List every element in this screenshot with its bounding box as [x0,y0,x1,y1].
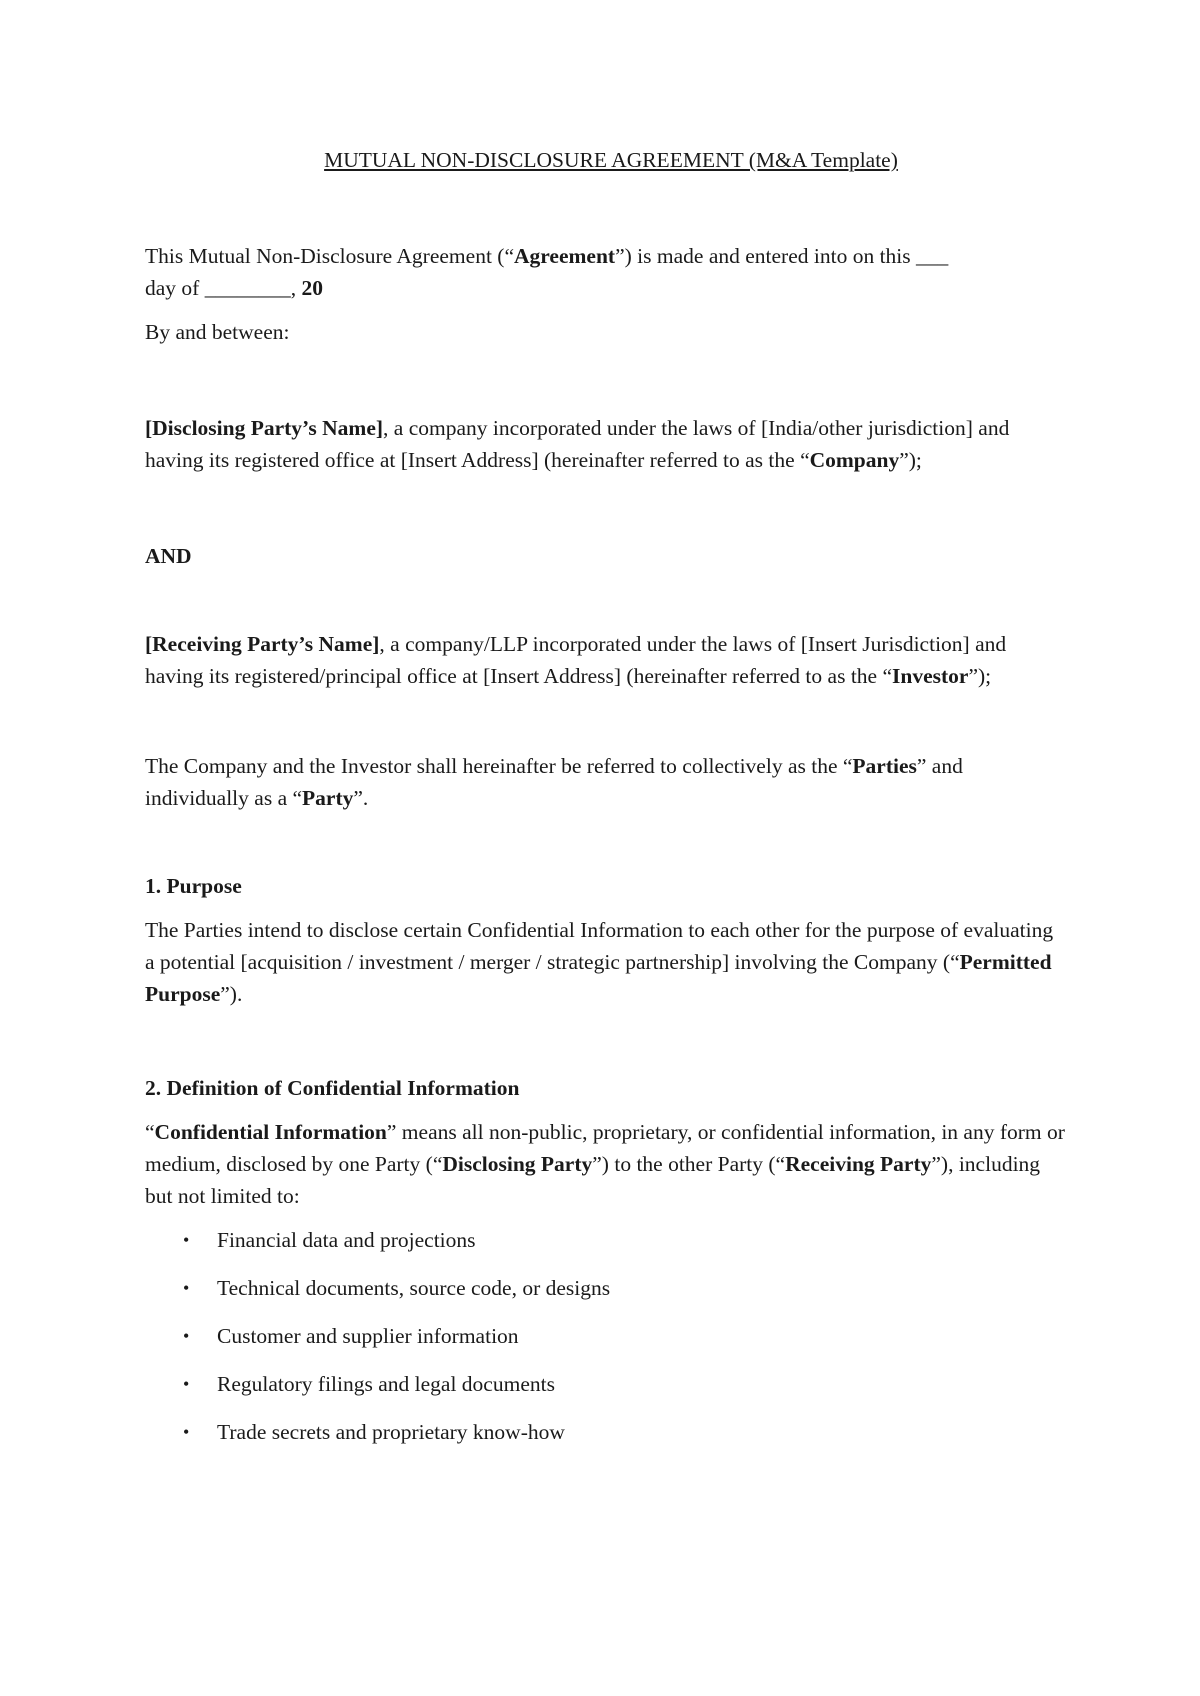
receiving-party-text: , a company/LLP incorporated under the laws of [Insert Jurisdiction] and having its registered/principal office at [Insert Address] (hereinafter referred to as the “ [145,632,1007,688]
bullet-icon: • [183,1422,190,1442]
confidential-information-term: Confidential Information [154,1120,387,1144]
list-item-text: Financial data and projections [217,1228,476,1252]
section-1-heading: 1. Purpose [145,874,242,898]
list-item [145,1320,1065,1352]
investor-term: Investor [892,664,969,688]
intro-text-rest: ”) is made and entered into on this ___ [615,244,949,268]
disclosing-party-end: ”); [899,448,922,472]
receiving-party-name: [Receiving Party’s Name] [145,632,380,656]
section-2-heading: 2. Definition of Confidential Information [145,1076,520,1100]
document-body [145,144,1065,1464]
parties-text-1: The Company and the Investor shall hereinafter be referred to collectively as the “ [145,754,853,778]
party-term: Party [302,786,354,810]
section-2-paragraph [145,1116,1065,1212]
bullet-icon: • [183,1278,190,1298]
section-2-text-3: ”), including but not limited to: [145,1152,1041,1208]
list-item-text: Regulatory filings and legal documents [217,1372,555,1396]
intro-text: This Mutual Non-Disclosure Agreement (“ [145,244,514,268]
section-1-end: ”). [220,982,243,1006]
disclosing-party-paragraph [145,412,1065,476]
disclosing-party-term: Disclosing Party [442,1152,593,1176]
intro-year: 20 [301,276,323,300]
document-title: MUTUAL NON-DISCLOSURE AGREEMENT (M&A Template) [324,148,898,172]
receiving-party-end: ”); [968,664,992,688]
list-item [145,1368,1065,1400]
list-item-text: Customer and supplier information [217,1324,519,1348]
intro-paragraph [145,240,1065,304]
parties-term: Parties [852,754,917,778]
list-item [145,1224,1065,1256]
parties-text-2: ” and individually as a “ [145,754,963,810]
intro-agreement-term: Agreement [514,244,616,268]
section-2-text-1: ” means all non-public, proprietary, or confidential information, in any form or medium, disclosed by one Party (“ [145,1120,1065,1176]
section-2-text-2: ”) to the other Party (“ [592,1152,786,1176]
list-item-text: Technical documents, source code, or designs [217,1276,611,1300]
by-and-between: By and between: [145,320,290,344]
parties-text-3: ”. [353,786,369,810]
bullet-icon: • [183,1326,190,1346]
list-item [145,1272,1065,1304]
bullet-icon: • [183,1374,190,1394]
list-item [145,1416,1065,1448]
confidential-information-list [145,1224,1065,1448]
intro-date-line: day of ________, [145,276,302,300]
receiving-party-term: Receiving Party [785,1152,932,1176]
disclosing-party-name: [Disclosing Party’s Name] [145,416,384,440]
section-2-open-quote: “ [145,1120,155,1144]
bullet-icon: • [183,1230,190,1250]
disclosing-party-text: , a company incorporated under the laws of [India/other jurisdiction] and having its registered office at [Insert Address] (hereinafter referred to as the “ [145,416,1010,472]
section-1-paragraph [145,914,1065,1010]
section-1-text: The Parties intend to disclose certain Confidential Information to each other for the purpose of evaluating a potential [acquisition / investment / merger / strategic partnership] involving the Company (“ [145,918,1054,974]
company-term: Company [809,448,900,472]
receiving-party-paragraph [145,628,1065,692]
and-separator: AND [145,544,192,568]
permitted-purpose-term: Permitted Purpose [145,950,1052,1006]
parties-paragraph [145,750,1065,814]
list-item-text: Trade secrets and proprietary know-how [217,1420,565,1444]
